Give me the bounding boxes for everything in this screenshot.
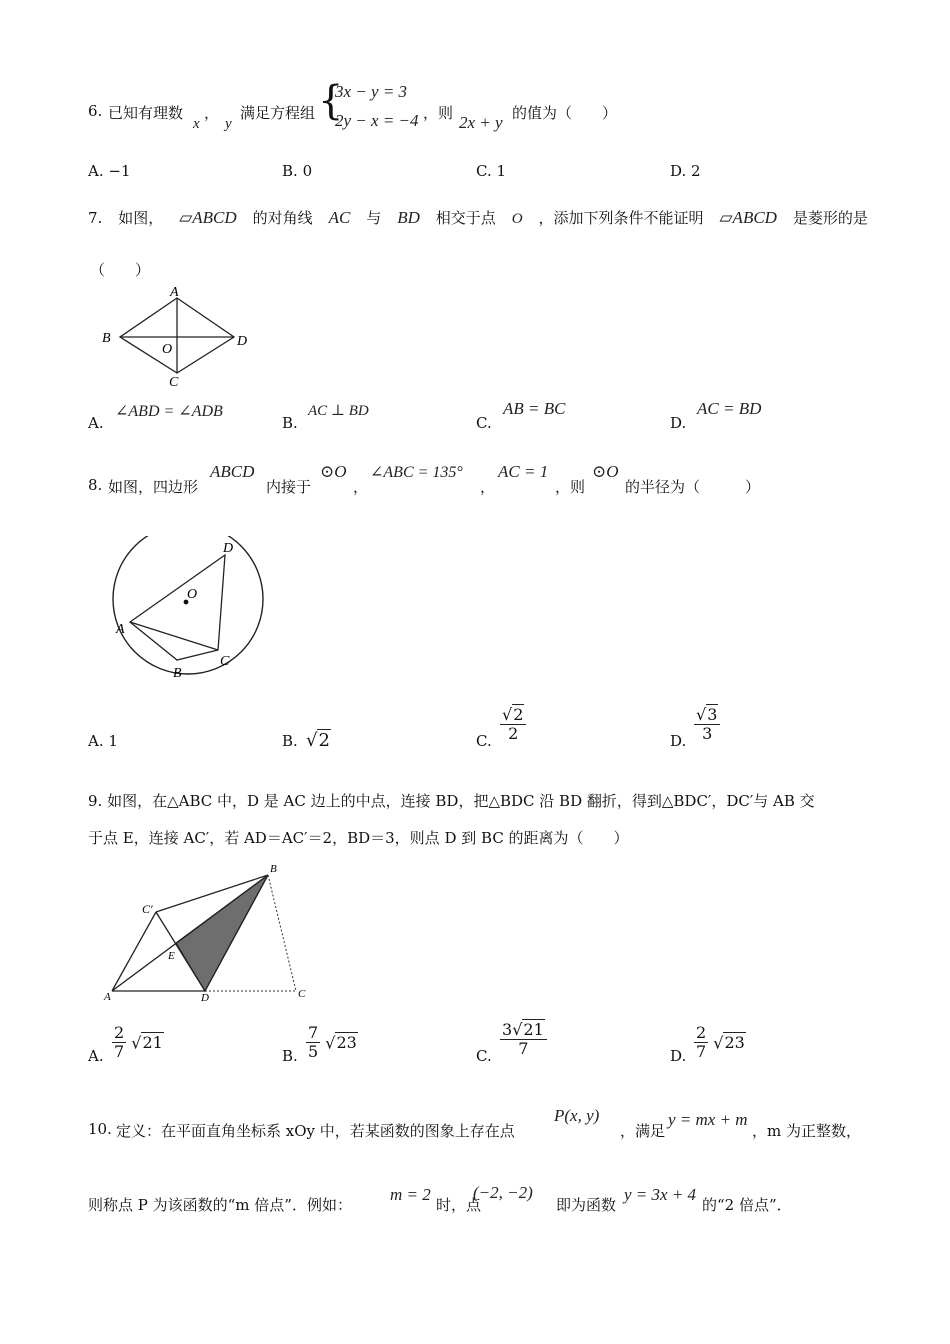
q8-text-2: 内接于 (266, 478, 312, 496)
q9-stem-line-1: 9. 如图，在△ABC 中，D 是 AC 边上的中点，连接 BD，把△BDC 沿 BD 翻折，得到△BDC′，DC′与 AB 交 (88, 792, 815, 810)
q6-option-a[interactable]: A. −1 (88, 162, 131, 180)
q9-label-d: D (201, 992, 209, 1004)
q9-label-a: A (104, 991, 111, 1003)
q8-label-d: D (223, 541, 234, 556)
q10-text-4: 则称点 P 为该函数的“m 倍点”．例如： (88, 1196, 352, 1214)
q8-label-a: A (116, 622, 125, 637)
q7-stem-line (88, 207, 868, 228)
q8-circle-figure (110, 536, 290, 686)
q6-option-c[interactable]: C. 1 (476, 162, 507, 180)
q10-text-2: ，满足 (620, 1122, 666, 1140)
q9-stem-line-2: 于点 E，连接 AC′，若 AD＝AC′＝2，BD＝3，则点 D 到 BC 的距离为（ ） (88, 829, 629, 847)
q6-expression: 2x + y (459, 113, 503, 132)
q8-text-4: 的半径为（ ） (625, 478, 761, 496)
q7-label-a: A (170, 285, 179, 300)
q6-text-2: 满足方程组 (240, 104, 316, 122)
q7-label-c: C (169, 375, 179, 390)
q10-text-7: 的“2 倍点”． (702, 1196, 792, 1214)
q7-label-o: O (162, 342, 173, 357)
q7-rhombus-figure (96, 285, 256, 390)
q7-o: O (511, 211, 523, 227)
q6-number: 6. (88, 102, 103, 120)
q6-var-x: x (193, 116, 200, 132)
q10-function: y = 3x + 4 (624, 1185, 697, 1204)
q9-label-e: E (168, 950, 175, 962)
q8-comma-2: ， (480, 478, 496, 496)
q8-option-d[interactable]: D. (670, 732, 687, 750)
q7-text-5: ，添加下列条件不能证明 (538, 209, 704, 227)
q7-option-c-label[interactable]: C. (476, 414, 492, 432)
q8-quad: ABCD (210, 462, 255, 481)
q10-text-3: ，m 为正整数， (752, 1122, 861, 1140)
q10-m-equation: m = 2 (390, 1185, 431, 1204)
q7-label-b: B (102, 331, 111, 346)
q8-circle-1: ⊙O (320, 462, 347, 481)
q6-equation-2: 2y − x = −4 (335, 111, 419, 130)
q7-answer-paren: （ ） (90, 261, 151, 279)
q7-parallelogram-1: ▱ABCD (179, 208, 237, 227)
q6-system-brace: { (318, 78, 344, 124)
q8-text-1: 如图，四边形 (108, 478, 199, 496)
q8-comma-1: ， (353, 478, 369, 496)
q8-label-o: O (187, 587, 198, 602)
q6-comma: ， (204, 104, 220, 122)
q7-text-3: 与 (366, 209, 382, 227)
q8-option-c-value: $\frac{√2}{2}$ (500, 706, 526, 744)
q9-option-d[interactable]: D. (670, 1047, 687, 1065)
q8-angle: ∠ABC = 135° (370, 464, 463, 481)
q7-option-a-value: ∠ABD = ∠ADB (115, 403, 223, 420)
q7-option-b-value: AC ⊥ BD (308, 403, 369, 419)
q7-text-6: 是菱形的是 (792, 209, 868, 227)
q7-parallelogram-2: ▱ABCD (719, 208, 777, 227)
q9-option-b-value: $\frac{7}{5}$ √23 (308, 1023, 357, 1062)
q6-text-3: ，则 (423, 104, 454, 122)
q9-label-b: B (270, 863, 277, 875)
q7-option-b-label[interactable]: B. (282, 414, 298, 432)
q8-text-3: ，则 (555, 478, 586, 496)
q6-equation-1: 3x − y = 3 (335, 82, 408, 101)
q6-var-y: y (225, 116, 232, 132)
q7-label-d: D (237, 334, 248, 349)
q9-option-d-value: $\frac{2}{7}$ √23 (696, 1023, 745, 1062)
q8-option-d-value: $\frac{√3}{3}$ (694, 706, 720, 744)
q6-text-4: 的值为（ ） (512, 104, 618, 122)
q10-example-point: (−2, −2) (473, 1183, 533, 1202)
q8-ac: AC = 1 (498, 462, 549, 481)
q7-text-1: 如图， (118, 209, 164, 227)
q6-text-1: 已知有理数 (108, 104, 184, 122)
q7-number: 7. (88, 209, 103, 227)
q8-option-c[interactable]: C. (476, 732, 492, 750)
q7-bd: BD (397, 208, 420, 227)
q8-label-c: C (220, 654, 230, 669)
q9-option-b[interactable]: B. (282, 1047, 298, 1065)
q9-option-a[interactable]: A. (88, 1047, 104, 1065)
q8-label-b: B (173, 666, 182, 681)
q7-ac: AC (328, 208, 351, 227)
q10-text-5: 时，点 (436, 1196, 482, 1214)
q10-text-1: 定义：在平面直角坐标系 xOy 中，若某函数的图象上存在点 (116, 1122, 515, 1140)
q8-option-a[interactable]: A. 1 (88, 732, 118, 750)
q9-option-c[interactable]: C. (476, 1047, 492, 1065)
q9-option-a-value: $\frac{2}{7}$ √21 (114, 1023, 163, 1062)
q10-text-6: 即为函数 (556, 1196, 617, 1214)
q7-text-4: 相交于点 (435, 209, 496, 227)
q10-equation: y = mx + m (668, 1110, 748, 1129)
q10-number: 10. (88, 1120, 112, 1138)
q8-option-b[interactable]: B. (282, 732, 298, 750)
q6-option-d[interactable]: D. 2 (670, 162, 701, 180)
q7-option-c-value: AB = BC (503, 399, 566, 418)
q6-option-b[interactable]: B. 0 (282, 162, 313, 180)
q8-option-b-value: √2 (306, 730, 330, 751)
q9-triangle-figure (98, 860, 318, 1005)
q8-circle-2: ⊙O (592, 462, 619, 481)
q9-option-c-value: $\frac{3√21}{7}$ (500, 1021, 547, 1059)
q7-option-d-value: AC = BD (697, 399, 762, 418)
q9-label-c-prime: C′ (142, 902, 153, 916)
q8-number: 8. (88, 476, 103, 494)
q9-label-c: C (298, 988, 306, 1000)
q7-text-2: 的对角线 (252, 209, 313, 227)
q7-option-d-label[interactable]: D. (670, 414, 687, 432)
q10-point: P(x, y) (554, 1106, 600, 1125)
q7-option-a-label[interactable]: A. (88, 414, 104, 432)
